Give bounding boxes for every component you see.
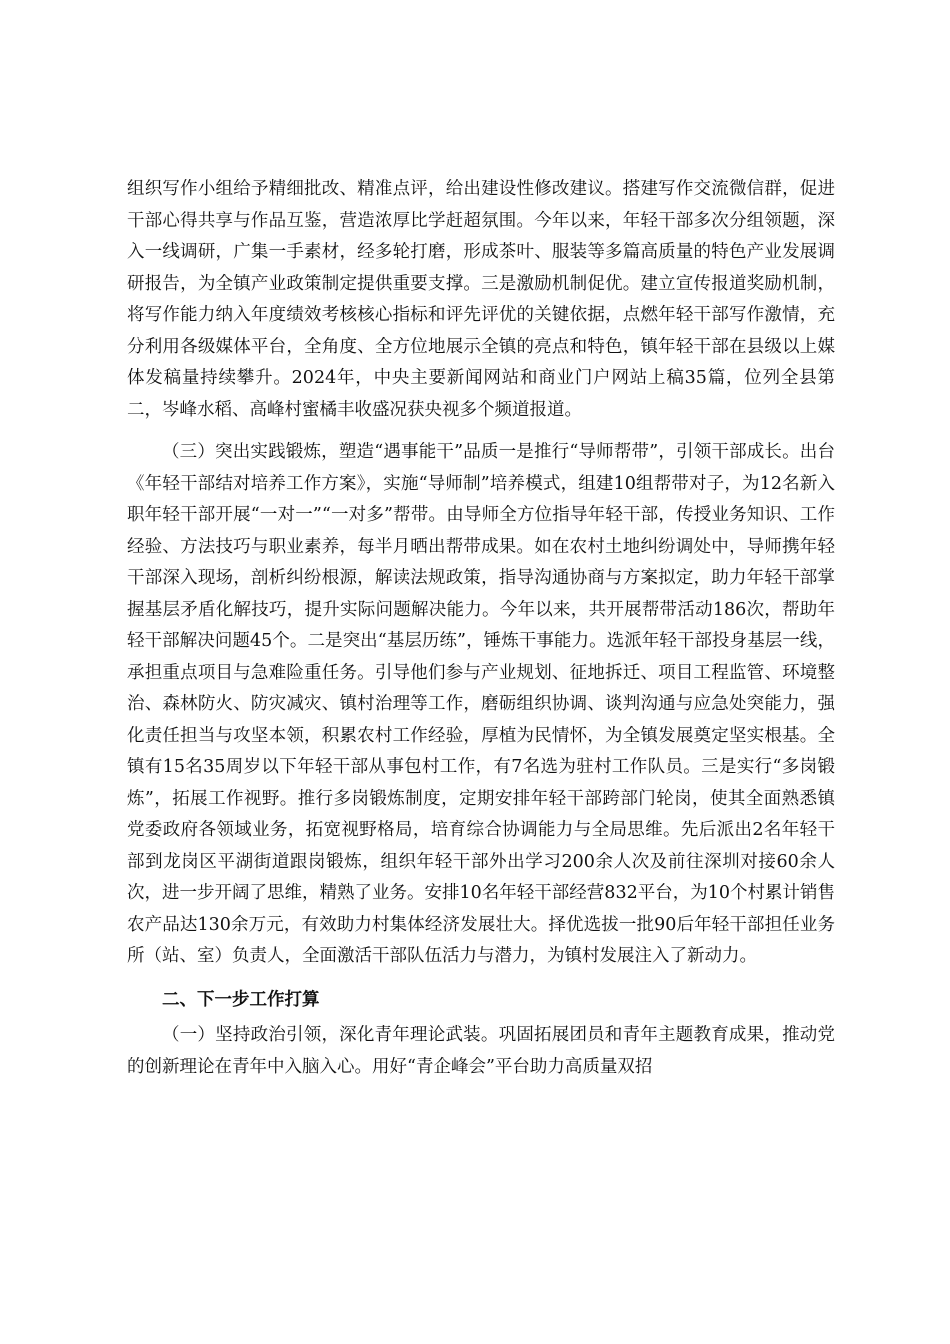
section-heading-next-steps: 二、下一步工作打算 bbox=[162, 989, 320, 1010]
paragraph-writing-training: 组织写作小组给予精细批改、精准点评，给出建设性修改建议。搭建写作交流微信群，促进干部心得共享与作品互鉴，营造浓厚比学赶超氛围。今年以来，年轻干部多次分组领题，深入一线调研，广集一手素材，经多轮打磨，形成茶叶、服装等多篇高质量的特色产业发展调研报告，为全镇产业政策制定提供重要支撑。三是激励机制促优。建立宣传报道奖励机制，将写作能力纳入年度绩效考核核心指标和评先评优的关键依据，点燃年轻干部写作激情，充分利用各级媒体平台，全角度、全方位地展示全镇的亮点和特色，镇年轻干部在县级以上媒体发稿量持续攀升。2024年，中央主要新闻网站和商业门户网站上稿35篇，位列全县第二，岑峰水稻、高峰村蜜橘丰收盛况获央视多个频道报道。 bbox=[127, 179, 835, 420]
document-page bbox=[127, 174, 835, 1083]
paragraph-practice-training: （三）突出实践锻炼，塑造“遇事能干”品质一是推行“导师帮带”，引领干部成长。出台《年轻干部结对培养工作方案》，实施“导师制”培养模式，组建10组帮带对子，为12名新入职年轻干部开展“一对一”“一对多”帮带。由导师全方位指导年轻干部，传授业务知识、工作经验、方法技巧与职业素养，每半月晒出帮带成果。如在农村土地纠纷调处中，导师携年轻干部深入现场，剖析纠纷根源，解读法规政策，指导沟通协商与方案拟定，助力年轻干部掌握基层矛盾化解技巧，提升实际问题解决能力。今年以来，共开展帮带活动186次，帮助年轻干部解决问题45个。二是突出“基层历练”，锤炼干事能力。选派年轻干部投身基层一线，承担重点项目与急难险重任务。引导他们参与产业规划、征地拆迁、项目工程监管、环境整治、森林防火、防灾减灾、镇村治理等工作，磨砺组织协调、谈判沟通与应急处突能力，强化责任担当与攻坚本领，积累农村工作经验，厚植为民情怀，为全镇发展奠定坚实根基。全镇有15名35周岁以下年轻干部从事包村工作，有7名选为驻村工作队员。三是实行“多岗锻炼”，拓展工作视野。推行多岗锻炼制度，定期安排年轻干部跨部门轮岗，使其全面熟悉镇党委政府各领域业务，拓宽视野格局，培育综合协调能力与全局思维。先后派出2名年轻干部到龙岗区平湖街道跟岗锻炼，组织年轻干部外出学习200余人次及前往深圳对接60余人次，进一步开阔了思维，精熟了业务。安排10名年轻干部经营832平台，为10个村累计销售农产品达130余万元，有效助力村集体经济发展壮大。择优选拔一批90后年轻干部担任业务所（站、室）负责人，全面激活干部队伍活力与潜力，为镇村发展注入了新动力。 bbox=[127, 442, 835, 966]
paragraph-political-guidance: （一）坚持政治引领，深化青年理论武装。巩固拓展团员和青年主题教育成果，推动党的创新理论在青年中入脑入心。用好“青企峰会”平台助力高质量双招 bbox=[127, 1025, 835, 1077]
